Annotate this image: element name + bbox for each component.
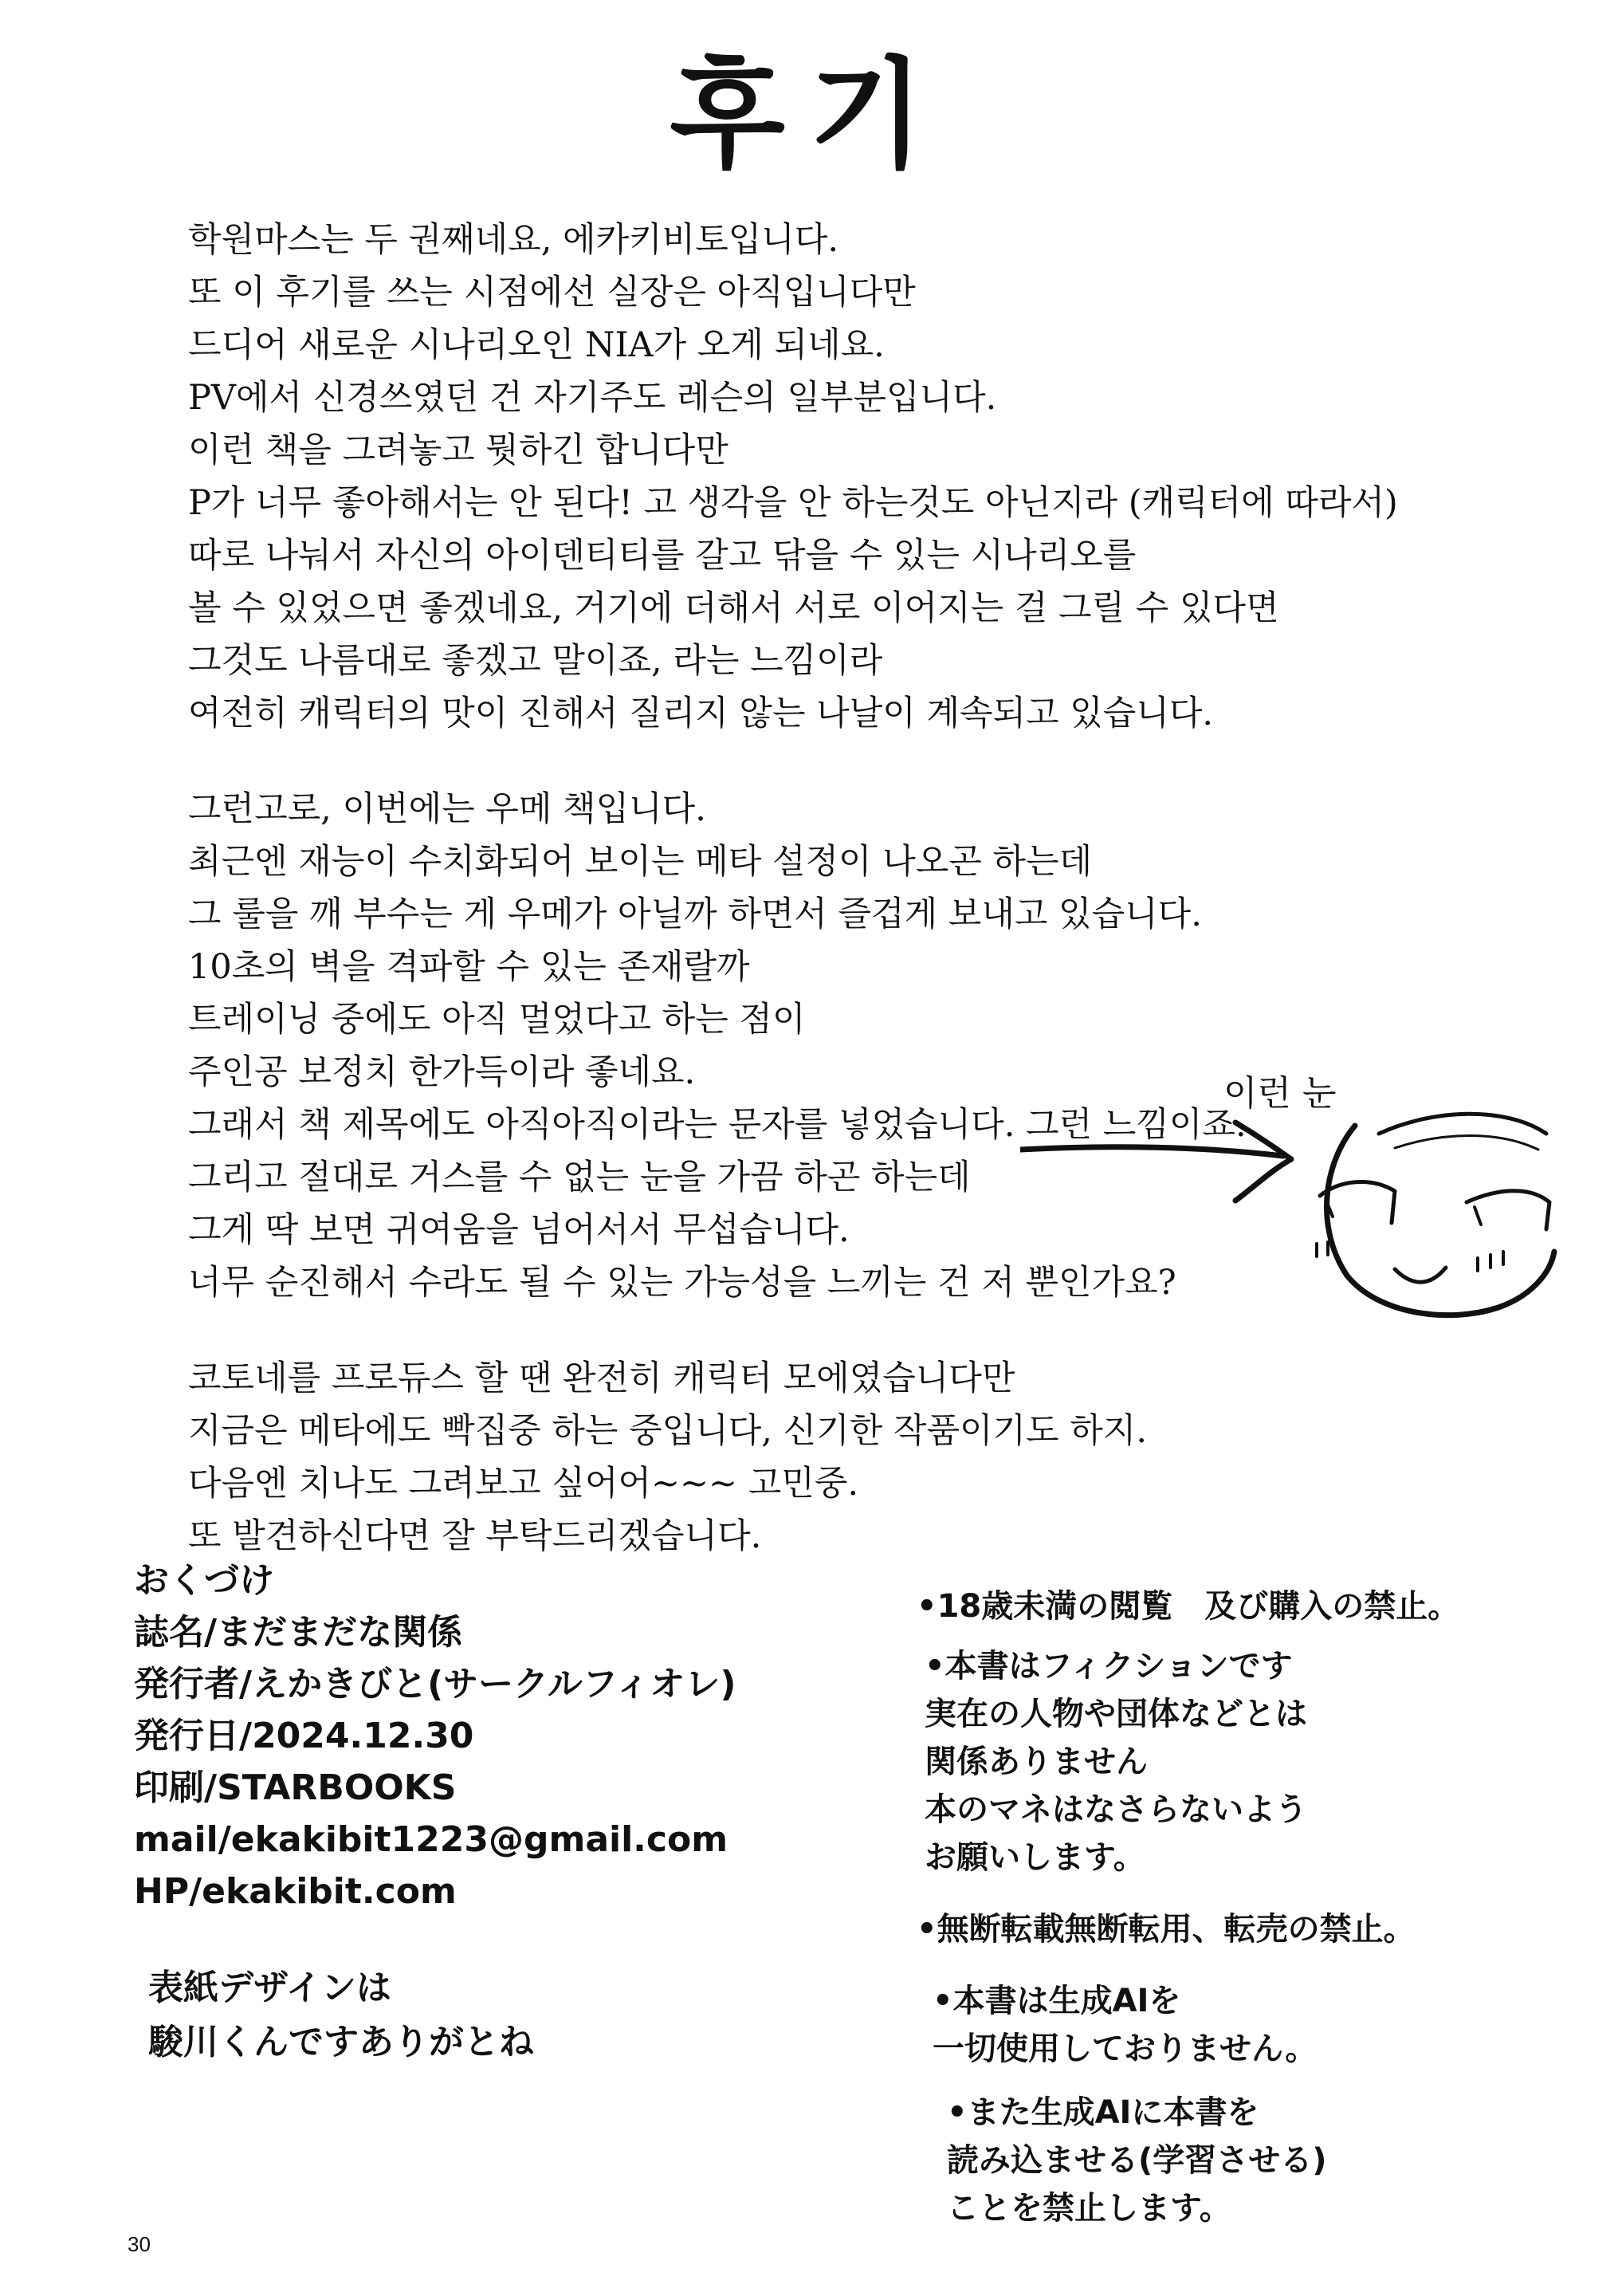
page-title: 후기 <box>670 46 948 185</box>
cover-design-credit <box>148 1961 534 2070</box>
text-line: 10초의 벽을 격파할 수 있는 존재랄까 <box>188 947 750 987</box>
notice-no-ai-used <box>933 1977 1317 2073</box>
text-line: 최근엔 재능이 수치화되어 보이는 메타 설정이 나오곤 하는데 <box>188 842 1093 882</box>
text-line: 학원마스는 두 권째네요, 에카키비토입니다. <box>188 220 839 260</box>
notice-line: 本のマネはなさらないよう <box>925 1791 1307 1828</box>
text-line: P가 너무 좋아해서는 안 된다! 고 생각을 안 하는것도 아닌지라 (캐릭터에 따라서) <box>188 483 1398 523</box>
text-line: 그게 딱 보면 귀여움을 넘어서서 무섭습니다. <box>188 1210 850 1250</box>
notice-line: 読み込ませる(学習させる) <box>947 2142 1327 2179</box>
notice-age-restriction <box>917 1582 1459 1630</box>
notice-line: ことを禁止します。 <box>947 2190 1231 2227</box>
forehead-line <box>1395 1136 1538 1150</box>
notice-line: •本書は生成AIを <box>933 1983 1181 2019</box>
text-line: 그래서 책 제목에도 아직아직이라는 문자를 넣었습니다. 그런 느낌이죠. <box>188 1105 1247 1145</box>
text-line: 너무 순진해서 수라도 될 수 있는 가능성을 느끼는 건 저 뿐인가요? <box>188 1263 1176 1303</box>
colophon-title: 誌名/まだまだな関係 <box>134 1612 463 1653</box>
colophon-printer: 印刷/STARBOOKS <box>134 1767 457 1808</box>
colophon-heading: おくづけ <box>134 1560 274 1601</box>
notice-line: 実在の人物や団体などとは <box>925 1696 1307 1732</box>
notice-fiction <box>925 1642 1307 1881</box>
text-line: 주인공 보정치 한가득이라 좋네요. <box>188 1052 696 1092</box>
colophon-homepage: HP/ekakibit.com <box>134 1871 457 1912</box>
cheek-left <box>1317 1242 1328 1256</box>
colophon-date: 発行日/2024.12.30 <box>134 1716 474 1756</box>
text-line: 따로 나눠서 자신의 아이덴티티를 갈고 닦을 수 있는 시나리오를 <box>188 536 1137 576</box>
text-line: 코토네를 프로듀스 할 땐 완전히 캐릭터 모에였습니다만 <box>188 1358 1015 1398</box>
text-line: 그것도 나름대로 좋겠고 말이죠, 라는 느낌이라 <box>188 641 883 681</box>
text-line: 그 룰을 깨 부수는 게 우메가 아닐까 하면서 즐겁게 보내고 있습니다. <box>188 894 1202 934</box>
colophon-mail: mail/ekakibit1223@gmail.com <box>134 1819 728 1860</box>
eye-right-lash <box>1475 1207 1481 1225</box>
cheek-right <box>1478 1252 1503 1271</box>
text-line: 지금은 메타에도 빡집중 하는 중입니다, 신기한 작품이기도 하지. <box>188 1411 1148 1451</box>
text-line: 볼 수 있었으면 좋겠네요, 거기에 더해서 서로 이어지는 걸 그릴 수 있다면 <box>188 588 1279 628</box>
notice-no-ai-training <box>947 2089 1327 2232</box>
notice-line: •無断転載無断転用、転売の禁止。 <box>917 1911 1416 1948</box>
text-line: 드디어 새로운 시나리오인 NIA가 오게 되네요. <box>188 325 885 365</box>
afterword-paragraph-1 <box>188 214 1431 740</box>
eyes-sketch-illustration <box>1020 1060 1562 1363</box>
notice-line: 一切使用しておりません。 <box>933 2031 1318 2067</box>
notice-no-reproduction <box>917 1905 1416 1953</box>
text-line: 여전히 캐릭터의 맛이 진해서 질리지 않는 나날이 계속되고 있습니다. <box>188 694 1214 733</box>
arrow-head <box>1235 1122 1291 1201</box>
forehead-line <box>1379 1114 1546 1134</box>
notice-line: •本書はフィクションです <box>925 1648 1293 1685</box>
text-line: PV에서 신경쓰였던 건 자기주도 레슨의 일부분입니다. <box>188 378 997 418</box>
mouth <box>1395 1268 1446 1282</box>
text-line: 이런 책을 그려놓고 뭣하긴 합니다만 <box>188 431 728 470</box>
notice-line: •18歳未満の閲覧 及び購入の禁止。 <box>917 1588 1460 1625</box>
notice-line: 関係ありません <box>925 1744 1148 1780</box>
text-line: 그런고로, 이번에는 우메 책입니다. <box>188 789 706 829</box>
notice-line: お願いします。 <box>925 1839 1145 1876</box>
credit-line: 駿川くんですありがとね <box>148 2022 534 2062</box>
text-line: 다음엔 치나도 그려보고 싶어어~~~ 고민중. <box>188 1464 859 1504</box>
colophon-publisher: 発行者/えかきびと(サークルフィオレ) <box>134 1664 736 1704</box>
page-number: 30 <box>128 2232 151 2256</box>
text-line: 트레이닝 중에도 아직 멀었다고 하는 점이 <box>188 1000 806 1040</box>
afterword-text <box>188 214 1431 1606</box>
colophon <box>134 1555 899 1917</box>
credit-line: 表紙デザインは <box>148 1968 391 2008</box>
text-line: 또 이 후기를 쓰는 시점에선 실장은 아직입니다만 <box>188 273 916 313</box>
arrow-shaft <box>1020 1147 1283 1156</box>
text-line: 또 발견하신다면 잘 부탁드리겠습니다. <box>188 1516 762 1556</box>
afterword-paragraph-3 <box>188 1352 1431 1563</box>
face-outline <box>1327 1126 1554 1315</box>
notice-line: •また生成AIに本書を <box>947 2094 1259 2131</box>
sketch-caption: 이런 눈 <box>1223 1073 1337 1114</box>
text-line: 그리고 절대로 거스를 수 없는 눈을 가끔 하곤 하는데 <box>188 1158 971 1197</box>
